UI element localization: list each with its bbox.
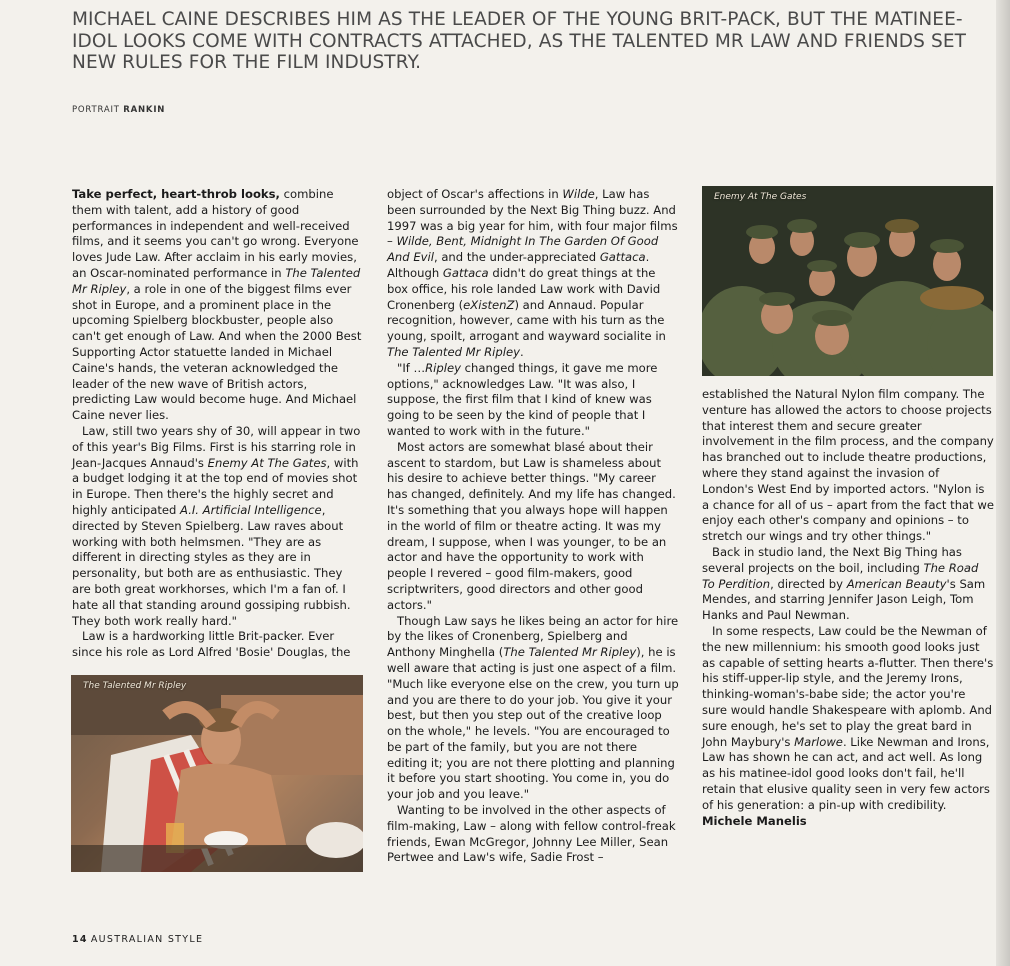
text-run: Back in studio land, the Next Big Thing has several projects on the boil, including xyxy=(702,544,962,575)
column-2 xyxy=(387,187,679,866)
col3-paragraph-1: established the Natural Nylon film company. The venture has allowed the actors to choose projects that interest them and secure greater involvement in the film process, and the company has branched out to include theatre productions, where they stand against the invasion of London's West End by imported actors. "Nylon is a chance for all of us – apart from the fact that we enjoy each other's company and opinions – to stretch our wings and try other things." xyxy=(702,387,995,544)
text-run: changed things, it gave me more options," acknowledges Law. "It was also, I suppose, the first film that I kind of knew was going to be seen by the kind of people that I wanted to work with in the future." xyxy=(387,360,658,438)
film-title: Gattaca xyxy=(599,250,646,265)
col2-paragraph-1 xyxy=(387,187,679,361)
text-run: . Although xyxy=(387,250,650,280)
column-1 xyxy=(72,187,362,661)
text-run: In some respects, Law could be the Newman of the new millennium: his smooth good looks just as capable of setting hearts a-flutter. Then there's his stiff-upper-lip style, and the Jeremy Irons, thinking-woman's-babe side; the actor you're sure would handle Shakespeare with aplomb. And sure enough, he's set to play the great bard in John Maybury's xyxy=(702,623,994,749)
film-title: A.I. Artificial Intelligence xyxy=(180,502,322,517)
text-run: , with a budget lodging it at the top end of movies shot in Europe. Then there's the highly secret and highly anticipated xyxy=(72,455,359,517)
text-run: , a role in one of the biggest films ever shot in Europe, and a prominent place in the upcoming Spielberg blockbuster, people also can't get enough of Law. And when the 2000 Best Supporting Actor statuette landed in Michael Caine's hands, the veteran acknowledged the leader of the new wave of British actors, predicting Law would become huge. And Michael Caine never lies. xyxy=(72,281,362,423)
film-title: The Talented Mr Ripley xyxy=(72,265,361,296)
film-title: Ripley xyxy=(425,360,461,375)
page-footer xyxy=(72,934,203,945)
col2-paragraph-5: Wanting to be involved in the other aspects of film-making, Law – along with fellow control-freak friends, Ewan McGregor, Johnny Lee Miller, Sean Pertwee and Law's wife, Sadie Frost – xyxy=(387,803,676,865)
film-title: Gattaca xyxy=(442,265,489,280)
col3-paragraph-3 xyxy=(702,624,994,814)
text-run: , directed by xyxy=(770,576,847,591)
text-run: . xyxy=(519,344,524,359)
text-run: ) and Annaud. Popular recognition, however, came with his turn as the young, spoilt, arrogant and wayward socialite in xyxy=(387,297,666,344)
text-run: didn't do great things at the box office, his role landed Law work with David Cronenberg ( xyxy=(387,265,661,312)
text-run: Though Law says he likes being an actor for hire by the likes of Cronenberg, Spielberg and Anthony Minghella ( xyxy=(387,613,679,660)
gates-caption: Enemy At The Gates xyxy=(714,192,807,202)
text-run: ), he is well aware that acting is just one aspect of a film. "Much like everyone else on the crew, you turn up and you are there to do your job. You give it your best, but then you step out of the creative loop on the whole," he levels. "You are encouraged to be part of the family, but you are not there editing it; you are not there plotting and planning it before you start shooting. You come in, you do your job and you leave." xyxy=(387,645,679,802)
text-run: . Like Newman and Irons, Law has shown he can act, and act well. As long as his matinee-idol good looks don't fail, he'll retain that elusive quality seen in very few actors of his generation: a pin-up with credibility. xyxy=(702,734,990,812)
col3-paragraph-2 xyxy=(702,545,994,624)
col2-paragraph-3: Most actors are somewhat blasé about their ascent to stardom, but Law is shameless about his desire to achieve better things. "My career has changed, definitely. And my life has changed. It's something that you always hope will happen in the world of film or theatre acting. It was my dream, I suppose, when I was younger, to be an actor and have the opportunity to work with people I revered – good film-makers, good scriptwriters, good directors and other good actors." xyxy=(387,439,676,612)
gates-photo-art xyxy=(702,186,993,376)
article-deck: MICHAEL CAINE DESCRIBES HIM AS THE LEADER OF THE YOUNG BRIT-PACK, BUT THE MATINEE-IDOL LOOKS COME WITH CONTRACTS ATTACHED, AS THE TALENTED MR LAW AND FRIENDS SET NEW RULES FOR THE FILM INDUSTRY. xyxy=(72,9,967,73)
col1-paragraph-1 xyxy=(72,187,362,424)
ripley-caption: The Talented Mr Ripley xyxy=(83,681,187,691)
film-title: The Road To Perdition xyxy=(702,560,979,591)
page-edge xyxy=(996,0,1010,966)
text-run: , directed by Steven Spielberg. Law raves about working with both helmsmen. "They are as different in directing styles as they are in personality, but both are as enthusiastic. They are both great workhorses, which I'm a fan of. I hate all that standing around gossiping rubbish. They both work really hard." xyxy=(72,502,351,628)
film-title: The Talented Mr Ripley xyxy=(503,645,637,660)
text-run: 's Sam Mendes, and starring Jennifer Jason Leigh, Tom Hanks and Paul Newman. xyxy=(702,576,986,623)
text-run: , and the under-appreciated xyxy=(433,250,600,265)
film-title: Wilde xyxy=(562,187,595,201)
col1-paragraph-3: Law is a hardworking little Brit-packer. Ever since his role as Lord Alfred 'Bosie' Douglas, the xyxy=(72,629,351,660)
lead-in: Take perfect, heart-throb looks, xyxy=(72,187,280,201)
text-run: combine them with talent, add a history of good performances in independent and well-received films, and it seems you can't go wrong. Everyone loves Jude Law. After acclaim in his early movies, an Oscar-nominated performance in xyxy=(72,187,359,280)
ripley-photo-art xyxy=(71,675,363,872)
text-run: , Law has been surrounded by the Next Big Thing buzz. And 1997 was a big year for him, with four major films – xyxy=(387,187,678,249)
byline xyxy=(702,814,994,830)
text-run: object of Oscar's affections in xyxy=(387,187,563,201)
publication-name: AUSTRALIAN STYLE xyxy=(90,934,204,945)
credit-name: RANKIN xyxy=(123,105,166,115)
col1-paragraph-2 xyxy=(72,424,362,629)
gates-photo xyxy=(702,186,993,376)
photo-credit xyxy=(72,105,165,115)
column-3 xyxy=(702,387,994,829)
film-title: The Talented Mr Ripley xyxy=(387,344,520,359)
film-title: Marlowe xyxy=(794,734,843,749)
film-title: Wilde, Bent, Midnight In The Garden Of Good And Evil xyxy=(387,234,659,265)
text-run: "If … xyxy=(397,360,426,375)
film-title: American Beauty xyxy=(846,576,947,591)
film-title: Enemy At The Gates xyxy=(207,455,327,470)
film-title: eXistenZ xyxy=(463,297,515,312)
text-run: Law, still two years shy of 30, will appear in two of this year's Big Films. First is his starring role in Jean-Jacques Annaud's xyxy=(72,423,361,470)
col2-paragraph-2 xyxy=(387,361,679,440)
credit-label: PORTRAIT xyxy=(72,105,120,115)
col2-paragraph-4 xyxy=(387,614,679,804)
ripley-photo xyxy=(71,675,363,872)
page-number: 14 xyxy=(72,934,88,945)
byline-name: Michele Manelis xyxy=(702,813,807,828)
